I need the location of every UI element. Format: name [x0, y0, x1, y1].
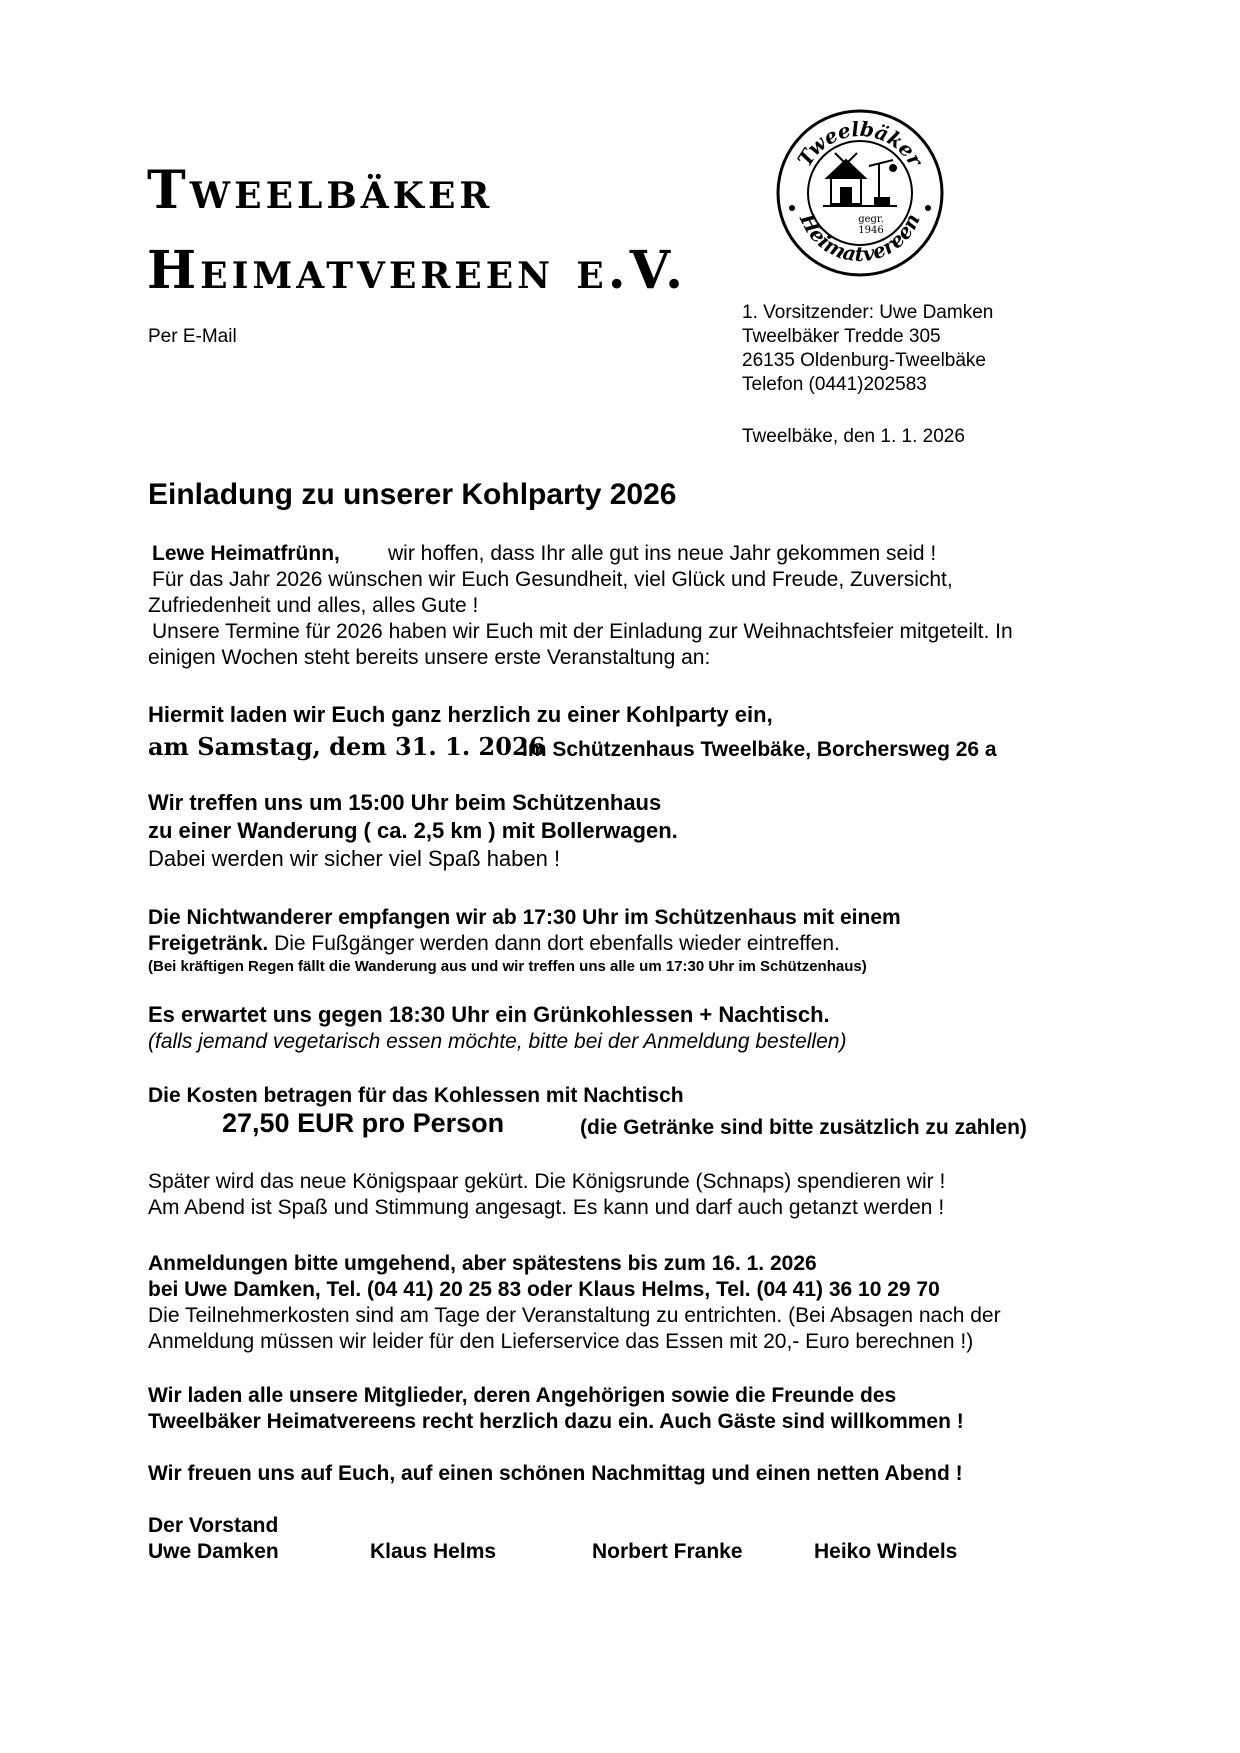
sender-line-4: Telefon (0441)202583 [742, 374, 927, 395]
windmill-icon [827, 153, 865, 204]
invitation-line: Hiermit laden wir Euch ganz herzlich zu einer Kohlparty ein, [148, 702, 773, 727]
later-line-2: Am Abend ist Spaß und Stimmung angesagt. Es kann und darf auch getanzt werden ! [148, 1196, 945, 1219]
invite-all-line-1: Wir laden alle unsere Mitglieder, deren Angehörigen sowie die Freunde des [148, 1384, 897, 1407]
cost-note: (die Getränke sind bitte zusätzlich zu zahlen) [580, 1116, 1027, 1139]
vegetarian-note: (falls jemand vegetarisch essen möchte, bitte bei der Anmeldung bestellen) [148, 1030, 847, 1053]
sender-line-2: Tweelbäker Tredde 305 [742, 326, 941, 347]
logo-bottom-text: Heimatvereen [795, 209, 925, 267]
invite-all-line-2: Tweelbäker Heimatvereens recht herzlich dazu ein. Auch Gäste sind willkommen ! [148, 1410, 964, 1433]
walk-line-3: Dabei werden wir sicher viel Spaß haben ! [148, 846, 561, 871]
signer-name: Heiko Windels [814, 1540, 958, 1563]
walk-line-2: zu einer Wanderung ( ca. 2,5 km ) mit Bollerwagen. [148, 818, 678, 843]
board-label: Der Vorstand [148, 1514, 279, 1537]
intro-line-4: Unsere Termine für 2026 haben wir Euch mit der Einladung zur Weihnachtsfeier mitgeteilt. In [152, 620, 1013, 643]
club-logo [775, 108, 945, 283]
letter-subject: Einladung zu unserer Kohlparty 2026 [148, 478, 677, 511]
intro-line-5: einigen Wochen steht bereits unsere erste Veranstaltung an: [148, 646, 711, 669]
registration-line-2: bei Uwe Damken, Tel. (04 41) 20 25 83 oder Klaus Helms, Tel. (04 41) 36 10 29 70 [148, 1278, 940, 1301]
club-logo-graphic [775, 108, 945, 278]
signer-name: Uwe Damken [148, 1540, 279, 1563]
nonwalkers-rest: Die Fußgänger werden dann dort ebenfalls wieder eintreffen. [274, 932, 840, 955]
registration-line-3: Die Teilnehmerkosten sind am Tage der Veranstaltung zu entrichten. (Bei Absagen nach der [148, 1304, 1001, 1327]
nonwalkers-line-1: Die Nichtwanderer empfangen wir ab 17:30 Uhr im Schützenhaus mit einem [148, 906, 901, 929]
invitation-date: am Samstag, dem 31. 1. 2026 [148, 732, 546, 761]
closing-line: Wir freuen uns auf Euch, auf einen schönen Nachmittag und einen netten Abend ! [148, 1462, 963, 1485]
later-line-1: Später wird das neue Königspaar gekürt. Die Königsrunde (Schnaps) spendieren wir ! [148, 1170, 946, 1193]
free-drink-label: Freigetränk. [148, 932, 269, 955]
logo-founded-label: gegr. [858, 214, 884, 225]
cost-line: Die Kosten betragen für das Kohlessen mit Nachtisch [148, 1084, 684, 1107]
delivery-method: Per E-Mail [148, 326, 237, 347]
nonwalkers-line-2 [148, 932, 840, 956]
intro-line-3: Zufriedenheit und alles, alles Gute ! [148, 594, 479, 617]
letter-date: Tweelbäke, den 1. 1. 2026 [742, 426, 965, 447]
walk-line-1: Wir treffen uns um 15:00 Uhr beim Schützenhaus [148, 790, 662, 815]
club-name-line2: Heimatvereen e.V. [147, 240, 688, 301]
club-name-line1: Tweelbäker [147, 160, 494, 221]
meal-line: Es erwartet uns gegen 18:30 Uhr ein Grünkohlessen + Nachtisch. [148, 1002, 830, 1027]
rain-note: (Bei kräftigen Regen fällt die Wanderung aus und wir treffen uns alle um 17:30 Uhr im Schützenhaus) [148, 958, 867, 975]
pump-icon [869, 160, 896, 206]
sender-line-1: 1. Vorsitzender: Uwe Damken [742, 302, 994, 323]
cost-price: 27,50 EUR pro Person [222, 1108, 505, 1138]
intro-line-1: wir hoffen, dass Ihr alle gut ins neue Jahr gekommen seid ! [388, 542, 937, 565]
registration-line-4: Anmeldung müssen wir leider für den Lieferservice das Essen mit 20,- Euro berechnen !) [148, 1330, 974, 1353]
invitation-place: im Schützenhaus Tweelbäke, Borchersweg 26 a [522, 738, 997, 761]
intro-line-2: Für das Jahr 2026 wünschen wir Euch Gesundheit, viel Glück und Freude, Zuversicht, [152, 568, 953, 591]
signer-name: Norbert Franke [592, 1540, 743, 1563]
logo-founded-year: 1946 [858, 225, 884, 236]
logo-top-text: Tweelbäker [792, 116, 928, 171]
registration-line-1: Anmeldungen bitte umgehend, aber spätestens bis zum 16. 1. 2026 [148, 1252, 817, 1275]
signer-name: Klaus Helms [370, 1540, 497, 1563]
sender-line-3: 26135 Oldenburg-Tweelbäke [742, 350, 987, 371]
greeting: Lewe Heimatfrünn, [152, 542, 340, 565]
